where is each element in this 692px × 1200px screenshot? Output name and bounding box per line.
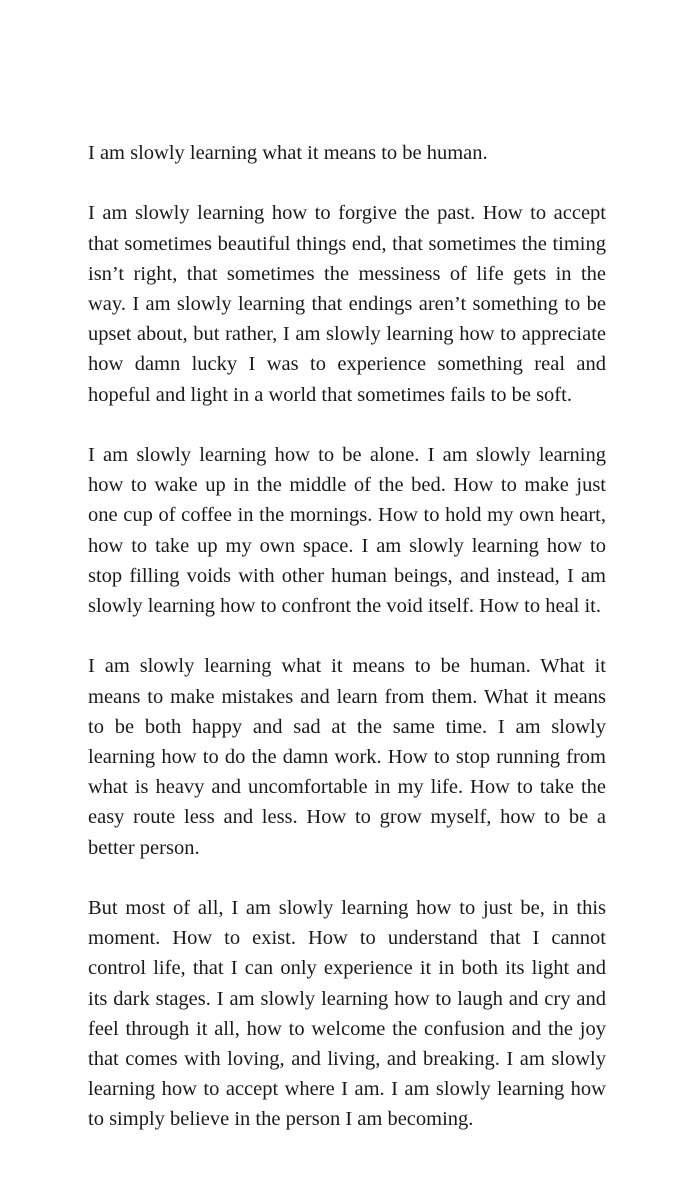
paragraph-human: I am slowly learning what it means to be human. What it means to make mistakes and learn from them. What it means to be both happy and sad at the same time. I am slowly learning how to do the damn work. How to stop running from what is heavy and uncomfortable in my life. How to take the easy route less and less. How to grow myself, how to be a better person.: [88, 655, 606, 859]
paragraph-most-of-all: But most of all, I am slowly learning how to just be, in this moment. How to exist. How to understand that I cannot control life, that I can only experience it in both its light and its dark stages. I am slowly learning how to laugh and cry and feel through it all, how to welcome the confusion and the joy that comes with loving, and living, and breaking. I am slowly learning how to accept where I am. I am slowly learning how to simply believe in the person I am becoming.: [88, 897, 606, 1131]
text-body: [88, 138, 606, 1165]
paragraph-forgive: I am slowly learning how to forgive the past. How to accept that sometimes beautiful things end, that sometimes the timing isn’t right, that sometimes the messiness of life gets in the way. I am slowly learning that endings aren’t something to be upset about, but rather, I am slowly learning how to appreciate how damn lucky I was to experience something real and hopeful and light in a world that sometimes fails to be soft.: [88, 202, 606, 406]
paragraph-intro: I am slowly learning what it means to be human.: [88, 142, 488, 164]
paragraph-alone: I am slowly learning how to be alone. I am slowly learning how to wake up in the middle of the bed. How to make just one cup of coffee in the mornings. How to hold my own heart, how to take up my own space. I am slowly learning how to stop filling voids with other human beings, and instead, I am slowly learning how to confront the void itself. How to heal it.: [88, 444, 606, 618]
